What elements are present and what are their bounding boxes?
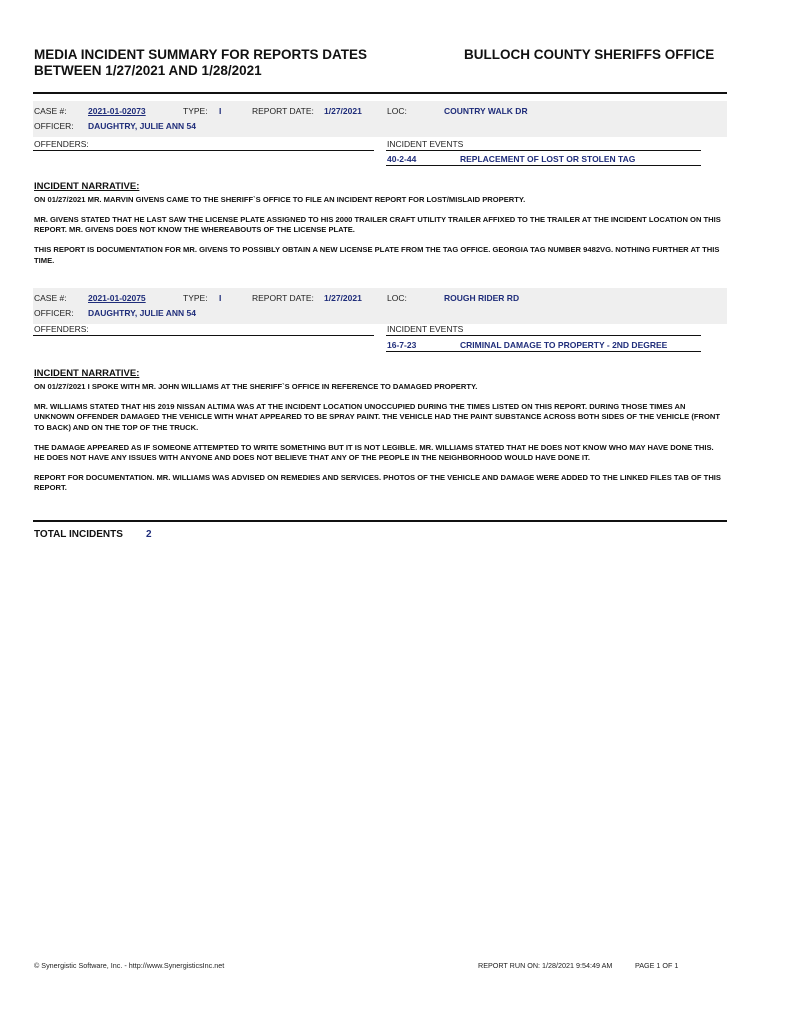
offenders-label: OFFENDERS: [34, 139, 89, 149]
footer-copyright: © Synergistic Software, Inc. - http://www.SynergisticsInc.net [34, 961, 225, 970]
offenders-underline [33, 335, 374, 336]
narrative-paragraph: ON 01/27/2021 I SPOKE WITH MR. JOHN WILLIAMS AT THE SHERIFF`S OFFICE IN REFERENCE TO DAMAGED PROPERTY. [34, 382, 478, 391]
offenders-underline [33, 150, 374, 151]
narrative-paragraph: THE DAMAGE APPEARED AS IF SOMEONE ATTEMPTED TO WRITE SOMETHING BUT IT IS NOT LEGIBLE. MR. WILLIAMS STATED THAT HE DOES NOT KNOW WHO MAY HAVE DONE THIS. HE DOES NOT HAVE ANY ISSUES WITH ANYONE AND DOES NOT BELIEVE THAT ANY OF THE PEOPLE IN THE NEIGHBORHOOD WOULD HAVE DONE IT. [34, 442, 714, 463]
report-date-label: REPORT DATE: [252, 293, 314, 303]
event-code: 40-2-44 [387, 154, 417, 164]
incident-events-label: INCIDENT EVENTS [387, 139, 464, 149]
incident-events-label: INCIDENT EVENTS [387, 324, 464, 334]
report-date-label: REPORT DATE: [252, 106, 314, 116]
report-date-value: 1/27/2021 [324, 293, 362, 303]
officer-value: DAUGHTRY, JULIE ANN 54 [88, 121, 196, 131]
narrative-paragraph: REPORT FOR DOCUMENTATION. MR. WILLIAMS WAS ADVISED ON REMEDIES AND SERVICES. PHOTOS OF THE VEHICLE AND DAMAGE WERE ADDED TO THE LINKED FILES TAB OF THIS REPORT. [34, 472, 721, 493]
agency-name: BULLOCH COUNTY SHERIFFS OFFICE [464, 47, 715, 62]
loc-label: LOC: [387, 106, 407, 116]
type-value: I [219, 106, 222, 116]
report-title [34, 47, 434, 79]
case-label: CASE #: [34, 293, 67, 303]
event-description: CRIMINAL DAMAGE TO PROPERTY - 2ND DEGREE [460, 340, 668, 350]
event-code: 16-7-23 [387, 340, 417, 350]
report-title-line1: MEDIA INCIDENT SUMMARY FOR REPORTS DATES [34, 47, 368, 62]
total-incidents-label: TOTAL INCIDENTS [34, 529, 123, 540]
footer-run-on: REPORT RUN ON: 1/28/2021 9:54:49 AM [478, 961, 613, 970]
narrative-paragraph: MR. WILLIAMS STATED THAT HIS 2019 NISSAN ALTIMA WAS AT THE INCIDENT LOCATION UNOCCUPIED DURING THE TIMES LISTED ON THIS REPORT. DURING THOSE TIMES AN UNKNOWN OFFENDER DAMAGED THE VEHICLE WITH WHAT APPEARED TO BE SPRAY PAINT. THE VEHICLE HAD THE PAINT SUBSTANCE ACROSS BOTH SIDES OF THE VEHICLE (FRONT TO BACK) AND ON THE TOP OF THE TRUCK. [34, 401, 720, 432]
narrative-paragraph: MR. GIVENS STATED THAT HE LAST SAW THE LICENSE PLATE ASSIGNED TO HIS 2000 TRAILER CRAFT UTILITY TRAILER AFFIXED TO THE TRAILER AT THE INCIDENT LOCATION ON THIS REPORT. MR. GIVENS DOES NOT KNOW THE WHEREABOUTS OF THE LICENSE PLATE. [34, 214, 721, 235]
loc-value: ROUGH RIDER RD [444, 293, 520, 303]
report-date-value: 1/27/2021 [324, 106, 362, 116]
narrative-heading: INCIDENT NARRATIVE: [34, 181, 140, 192]
narrative-paragraph: THIS REPORT IS DOCUMENTATION FOR MR. GIVENS TO POSSIBLY OBTAIN A NEW LICENSE PLATE FROM THE TAG OFFICE. GEORGIA TAG NUMBER 9482VG. NOTHING FURTHER AT THIS TIME. [34, 245, 720, 265]
events-bottom-rule [386, 165, 701, 166]
events-underline [386, 150, 701, 151]
officer-label: OFFICER: [34, 308, 74, 318]
offenders-label: OFFENDERS: [34, 324, 89, 334]
officer-value: DAUGHTRY, JULIE ANN 54 [88, 308, 196, 318]
narrative-heading: INCIDENT NARRATIVE: [34, 368, 140, 379]
incident-narrative [34, 195, 724, 276]
narrative-paragraph: ON 01/27/2021 MR. MARVIN GIVENS CAME TO THE SHERIFF`S OFFICE TO FILE AN INCIDENT REPORT FOR LOST/MISLAID PROPERTY. [34, 195, 526, 204]
events-bottom-rule [386, 351, 701, 352]
section-divider [33, 92, 727, 94]
events-underline [386, 335, 701, 336]
loc-label: LOC: [387, 293, 407, 303]
incident-narrative [34, 382, 724, 503]
type-label: TYPE: [183, 106, 208, 116]
type-value: I [219, 293, 222, 303]
case-number-link[interactable]: 2021-01-02073 [88, 106, 146, 116]
case-number-link[interactable]: 2021-01-02075 [88, 293, 146, 303]
case-label: CASE #: [34, 106, 67, 116]
section-divider [33, 520, 727, 522]
report-title-line2: BETWEEN 1/27/2021 AND 1/28/2021 [34, 63, 262, 78]
total-incidents-value: 2 [146, 529, 152, 540]
event-description: REPLACEMENT OF LOST OR STOLEN TAG [460, 154, 636, 164]
type-label: TYPE: [183, 293, 208, 303]
footer-page-number: PAGE 1 OF 1 [635, 961, 679, 970]
officer-label: OFFICER: [34, 121, 74, 131]
loc-value: COUNTRY WALK DR [444, 106, 528, 116]
